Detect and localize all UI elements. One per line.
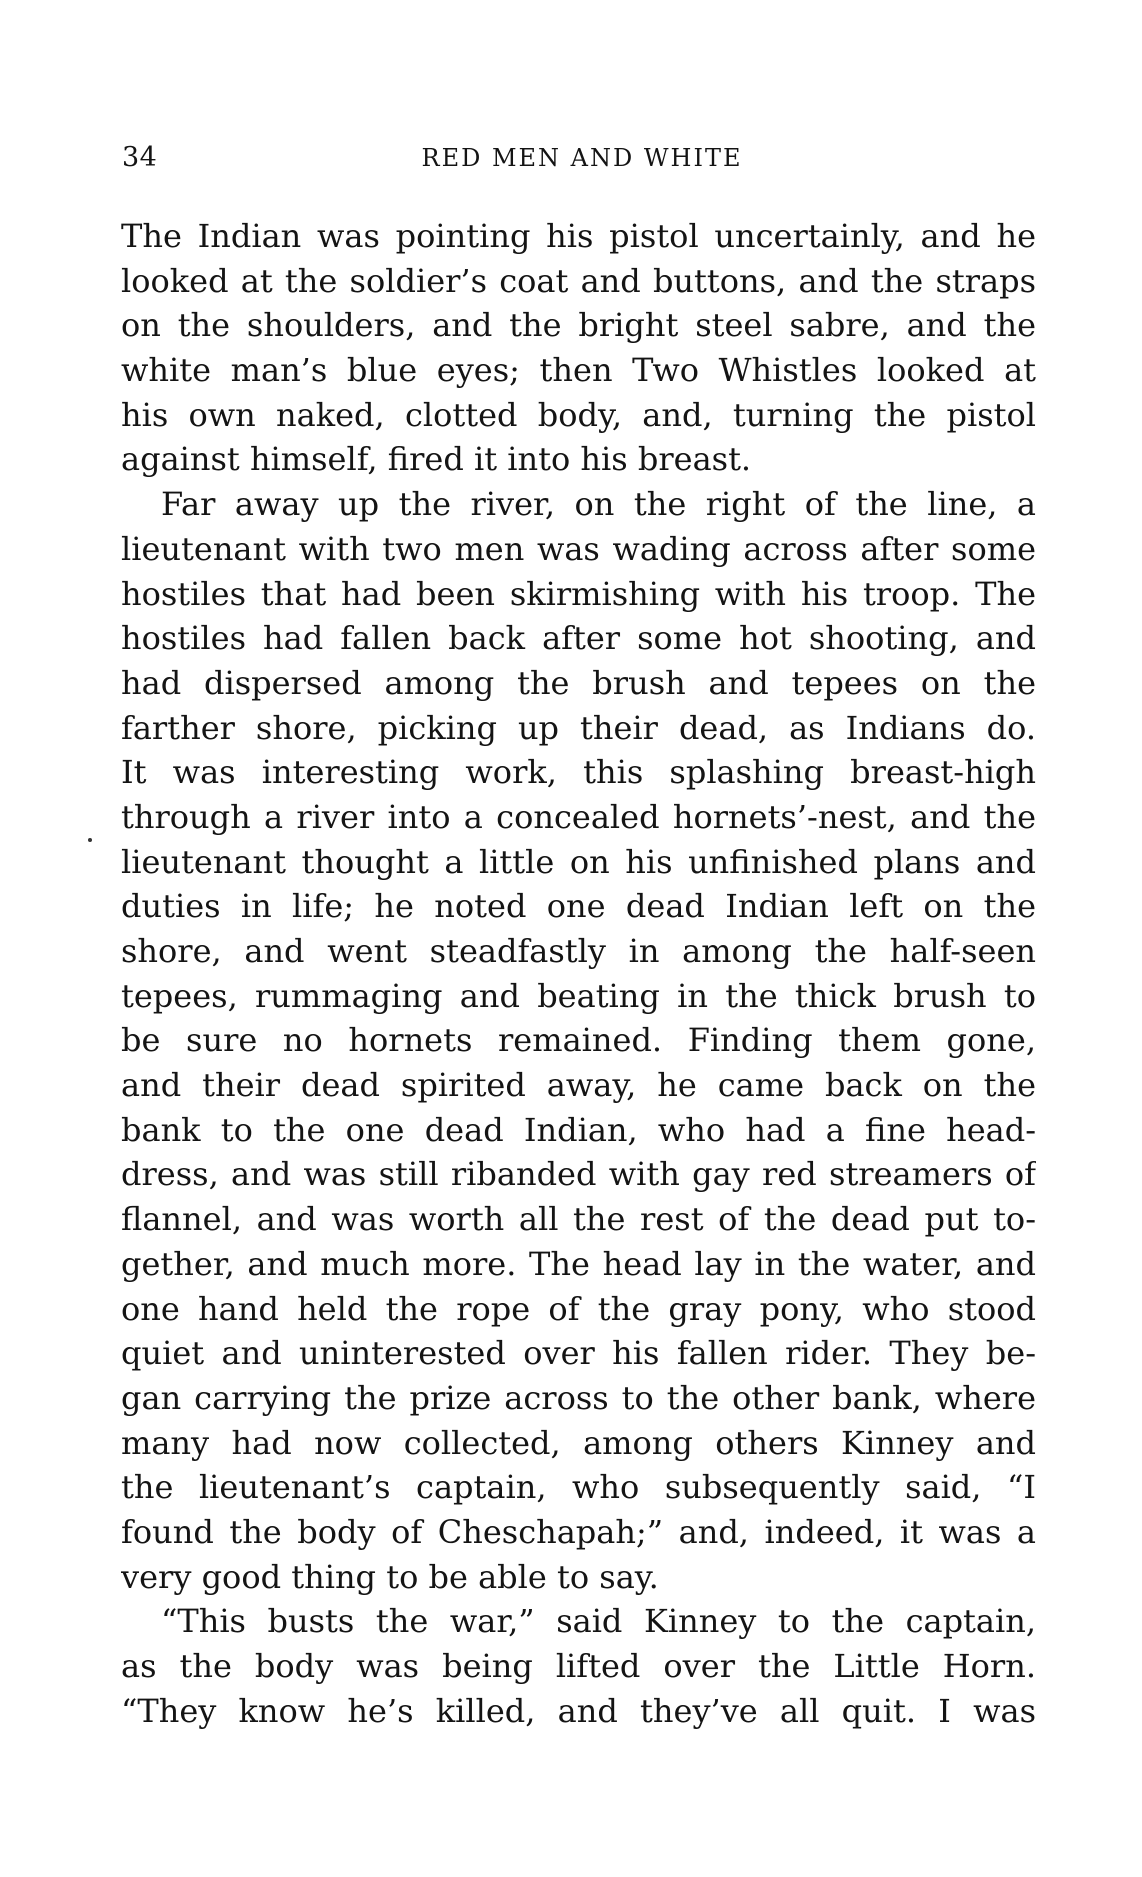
text-line: had dispersed among the brush and tepees on the [121,663,1036,702]
text-line: gether, and much more. The head lay in the water, and [121,1244,1036,1283]
text-line: The Indian was pointing his pistol uncertainly, and he [121,217,1036,255]
text-line: lieutenant with two men was wading across after some [121,529,1036,568]
text-line: duties in life; he noted one dead Indian left on the [121,887,1036,926]
text-line: looked at the soldier’s coat and buttons, and the straps [121,261,1036,300]
running-title: RED MEN AND WHITE [421,144,743,172]
text-line: against himself, fired it into his breast. [121,440,752,479]
body-text [121,214,1036,1733]
text-line: gan carrying the prize across to the other bank, where [121,1378,1036,1417]
text-line: bank to the one dead Indian, who had a fine head- [121,1110,1036,1149]
text-line: tepees, rummaging and beating in the thick brush to [121,976,1036,1015]
paragraph-start-line: “This busts the war,” said Kinney to the captain, [161,1602,1036,1641]
margin-speck [88,838,92,842]
text-line: quiet and uninterested over his fallen rider. They be- [121,1334,1036,1373]
text-line: on the shoulders, and the bright steel sabre, and the [121,306,1036,345]
paragraph-start-line: Far away up the river, on the right of the line, a [161,485,1036,524]
text-line: one hand held the rope of the gray pony, who stood [121,1289,1036,1328]
text-line: lieutenant thought a little on his unfinished plans and [121,842,1036,881]
text-line: hostiles had fallen back after some hot shooting, and [121,619,1036,658]
text-line: flannel, and was worth all the rest of the dead put to- [121,1200,1036,1239]
text-line: through a river into a concealed hornets’-nest, and the [121,797,1036,836]
text-line: be sure no hornets remained. Finding them gone, [121,1021,1036,1060]
text-line: as the body was being lifted over the Little Horn. [121,1647,1036,1685]
running-head [122,142,1042,182]
text-line: “They know he’s killed, and they’ve all quit. I was [121,1691,1036,1730]
text-line: hostiles that had been skirmishing with his troop. The [121,574,1036,613]
text-line: white man’s blue eyes; then Two Whistles looked at [121,351,1036,390]
text-line: It was interesting work, this splashing breast-high [121,753,1036,792]
text-line: very good thing to be able to say. [121,1557,659,1596]
text-line: found the body of Cheschapah;” and, indeed, it was a [121,1512,1036,1551]
text-line: and their dead spirited away, he came back on the [121,1066,1036,1105]
text-line: shore, and went steadfastly in among the half-seen [121,932,1036,970]
page-number: 34 [122,142,158,173]
text-line: his own naked, clotted body, and, turning the pistol [121,395,1036,434]
text-line: farther shore, picking up their dead, as Indians do. [121,708,1036,747]
text-line: the lieutenant’s captain, who subsequently said, “I [121,1468,1036,1507]
text-line: many had now collected, among others Kinney and [121,1423,1036,1462]
text-line: dress, and was still ribanded with gay red streamers of [121,1155,1036,1194]
